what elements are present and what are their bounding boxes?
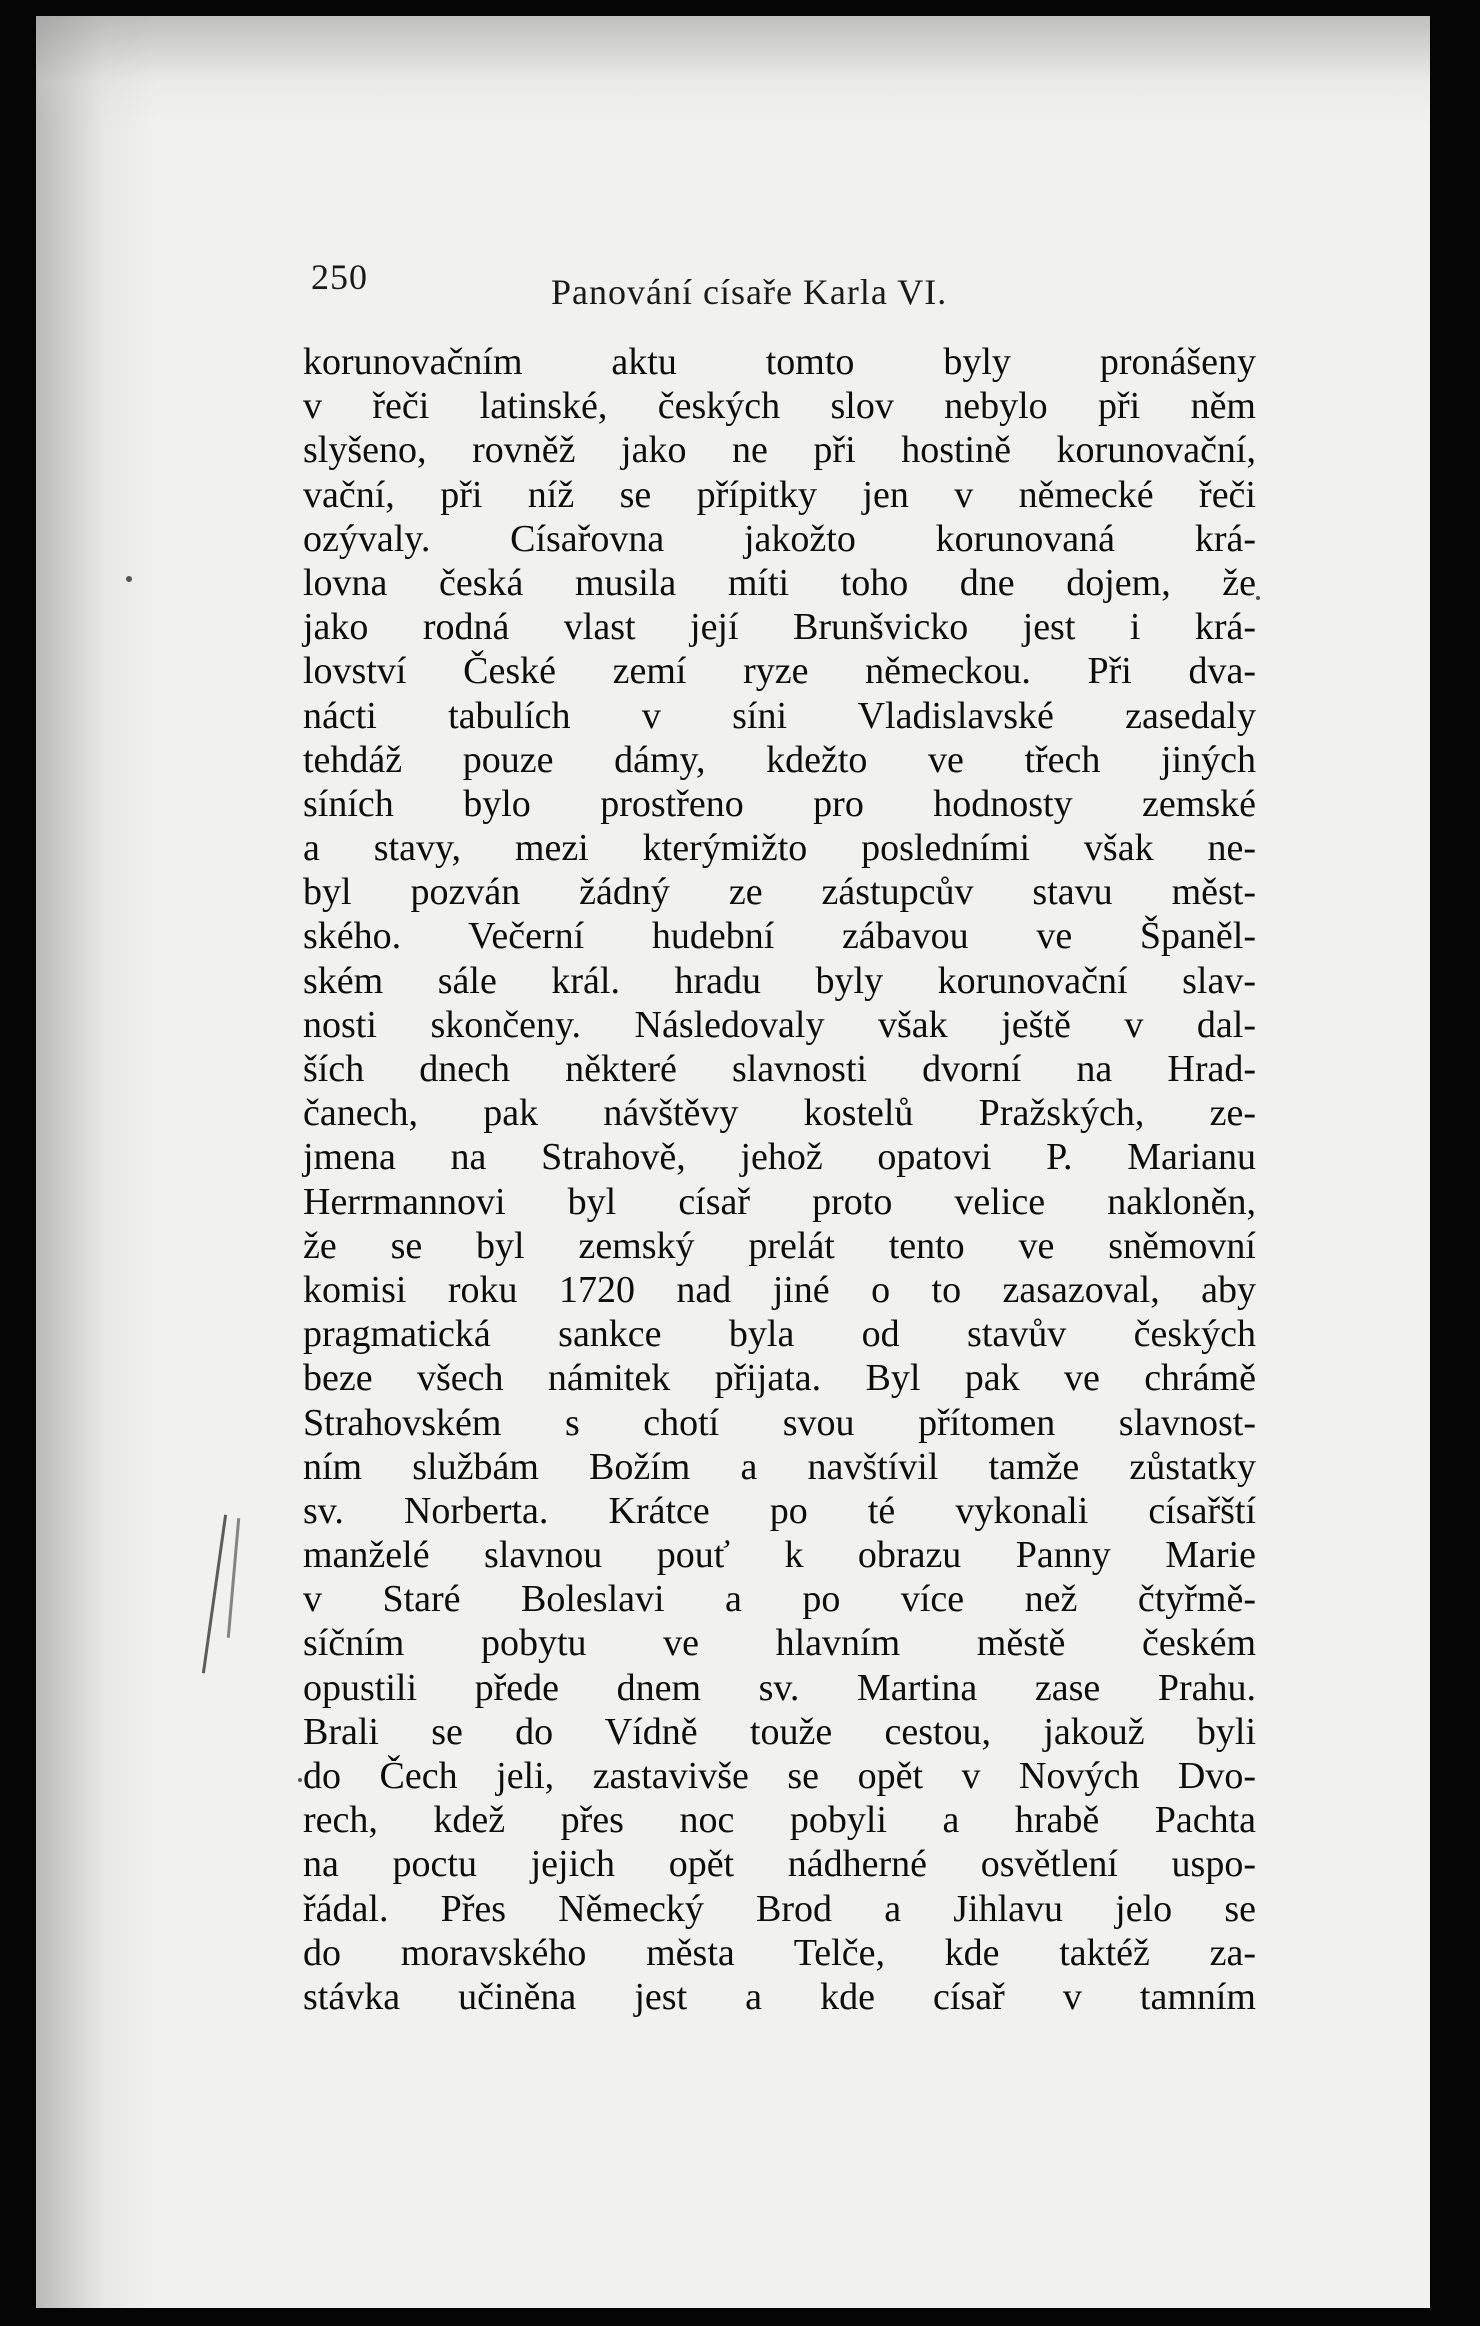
text-line: do moravského města Telče, kde taktéž za- <box>303 1931 1256 1974</box>
text-line: do Čech jeli, zastavivše se opět v Nových Dvo- <box>303 1755 1256 1797</box>
text-line: beze všech námitek přijata. Byl pak ve chrámě <box>303 1357 1256 1400</box>
text-line: vační, při níž se přípitky jen v německé řeči <box>303 473 1256 516</box>
text-line: Herrmannovi byl císař proto velice nakloněn, <box>303 1180 1256 1223</box>
text-line: ského. Večerní hudební zábavou ve Španěl- <box>303 915 1256 958</box>
scan-speck <box>298 1778 302 1782</box>
text-line: že se byl zemský prelát tento ve sněmovní <box>303 1224 1256 1267</box>
text-line: lovství České zemí ryze německou. Při dva- <box>303 650 1256 693</box>
page-number: 250 <box>311 257 368 297</box>
margin-pencil-mark <box>202 1515 227 1674</box>
text-line: ském sále král. hradu byly korunovační slav- <box>303 959 1256 1002</box>
text-line: pragmatická sankce byla od stavův českých <box>303 1313 1256 1356</box>
running-head: Panování císaře Karla VI. <box>551 272 948 312</box>
text-line: stávka učiněna jest a kde císař v tamním <box>303 1975 1256 2018</box>
text-line: slyšeno, rovněž jako ne při hostině korunovační, <box>303 429 1256 472</box>
text-line: sv. Norberta. Krátce po té vykonali císařští <box>303 1489 1256 1532</box>
text-line: na poctu jejich opět nádherné osvětlení uspo- <box>303 1843 1256 1886</box>
text-line: jmena na Strahově, jehož opatovi P. Marianu <box>303 1136 1256 1179</box>
scan-speck <box>1256 596 1260 600</box>
text-line: ozývaly. Císařovna jakožto korunovaná krá- <box>303 517 1256 560</box>
text-line: Brali se do Vídně touže cestou, jakouž byli <box>303 1710 1256 1753</box>
text-line: jako rodná vlast její Brunšvicko jest i krá- <box>303 606 1256 649</box>
text-line: ním službám Božím a navštívil tamže zůstatky <box>303 1445 1256 1488</box>
text-line: byl pozván žádný ze zástupcův stavu měst- <box>303 871 1256 914</box>
page-header <box>36 256 1430 316</box>
body-text <box>303 340 1256 2019</box>
text-line: v řeči latinské, českých slov nebylo při něm <box>303 385 1256 428</box>
margin-pencil-mark <box>227 1518 240 1638</box>
text-line: tehdáž pouze dámy, kdežto ve třech jiných <box>303 738 1256 781</box>
text-line: ších dnech některé slavnosti dvorní na Hrad- <box>303 1048 1256 1090</box>
text-line: komisi roku 1720 nad jiné o to zasazoval, aby <box>303 1268 1256 1311</box>
text-line: opustili přede dnem sv. Martina zase Prahu. <box>303 1666 1256 1709</box>
text-line: síních bylo prostřeno pro hodnosty zemské <box>303 782 1256 825</box>
text-line: síčním pobytu ve hlavním městě českém <box>303 1622 1256 1665</box>
scan-speck <box>126 576 132 582</box>
text-line: Strahovském s chotí svou přítomen slavnost- <box>303 1401 1256 1444</box>
text-line: manželé slavnou pouť k obrazu Panny Marie <box>303 1534 1256 1577</box>
book-page <box>36 16 1430 2308</box>
text-line: lovna česká musila míti toho dne dojem, že <box>303 561 1256 604</box>
text-line: rech, kdež přes noc pobyli a hrabě Pachta <box>303 1799 1256 1842</box>
text-line: nosti skončeny. Následovaly však ještě v dal- <box>303 1003 1256 1046</box>
text-line: řádal. Přes Německý Brod a Jihlavu jelo se <box>303 1887 1256 1930</box>
text-line: nácti tabulích v síni Vladislavské zasedaly <box>303 694 1256 737</box>
text-line: v Staré Boleslavi a po více než čtyřmě- <box>303 1578 1256 1621</box>
text-line: čanech, pak návštěvy kostelů Pražských, ze- <box>303 1092 1256 1135</box>
text-line: a stavy, mezi kterýmižto posledními však ne- <box>303 827 1256 870</box>
text-line: korunovačním aktu tomto byly pronášeny <box>303 341 1256 383</box>
